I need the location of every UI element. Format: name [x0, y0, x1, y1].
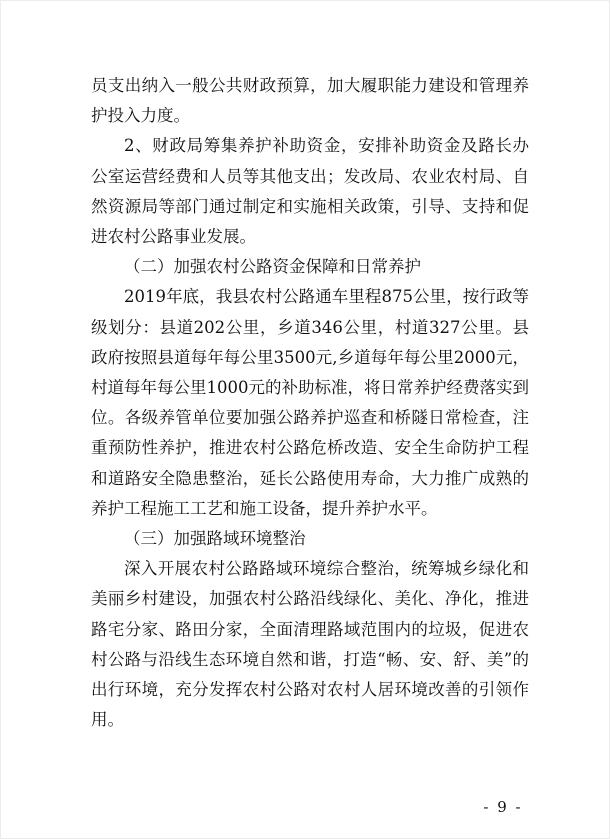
paragraph-environment-rectification: 深入开展农村公路路域环境综合整治，统筹城乡绿化和美丽乡村建设，加强农村公路沿线绿化、美化、净化，推进路宅分家、路田分家，全面清理路域范围内的垃圾，促进农村公路与沿线生态环境自然和谐，打造“畅、安、舒、美”的出行环境，充分发挥农村公路对农村人居环境改善的引领作用。: [91, 559, 529, 730]
paragraph-continuation: 员支出纳入一般公共财政预算，加大履职能力建设和管理养护投入力度。: [91, 76, 529, 126]
page-number: - 9 -: [483, 798, 523, 816]
section-heading-funding-maintenance: （二）加强农村公路资金保障和日常养护: [124, 257, 421, 277]
paragraph-finance-bureau: 2、财政局筹集养护补助资金，安排补助资金及路长办公室运营经费和人员等其他支出；发改局、农业农村局、自然资源局等部门通过制定和实施相关政策，引导、支持和促进农村公路事业发展。: [91, 136, 529, 247]
paragraph-road-mileage: 2019年底，我县农村公路通车里程875公里，按行政等级划分：县道202公里，乡道346公里，村道327公里。县政府按照县道每年每公里3500元,乡道每年每公里2000元，村道每年每公里1000元的补助标准，将日常养护经费落实到位。各级养管单位要加强公路养护巡查和桥隧日常检查，注重预防性养护，推进农村公路危桥改造、安全生命防护工程和道路安全隐患整治，延长公路使用寿命，大力推广成熟的养护工程施工工艺和施工设备，提升养护水平。: [91, 287, 529, 518]
document-body: [91, 71, 529, 735]
section-heading-road-environment: （三）加强路域环境整治: [124, 529, 306, 549]
